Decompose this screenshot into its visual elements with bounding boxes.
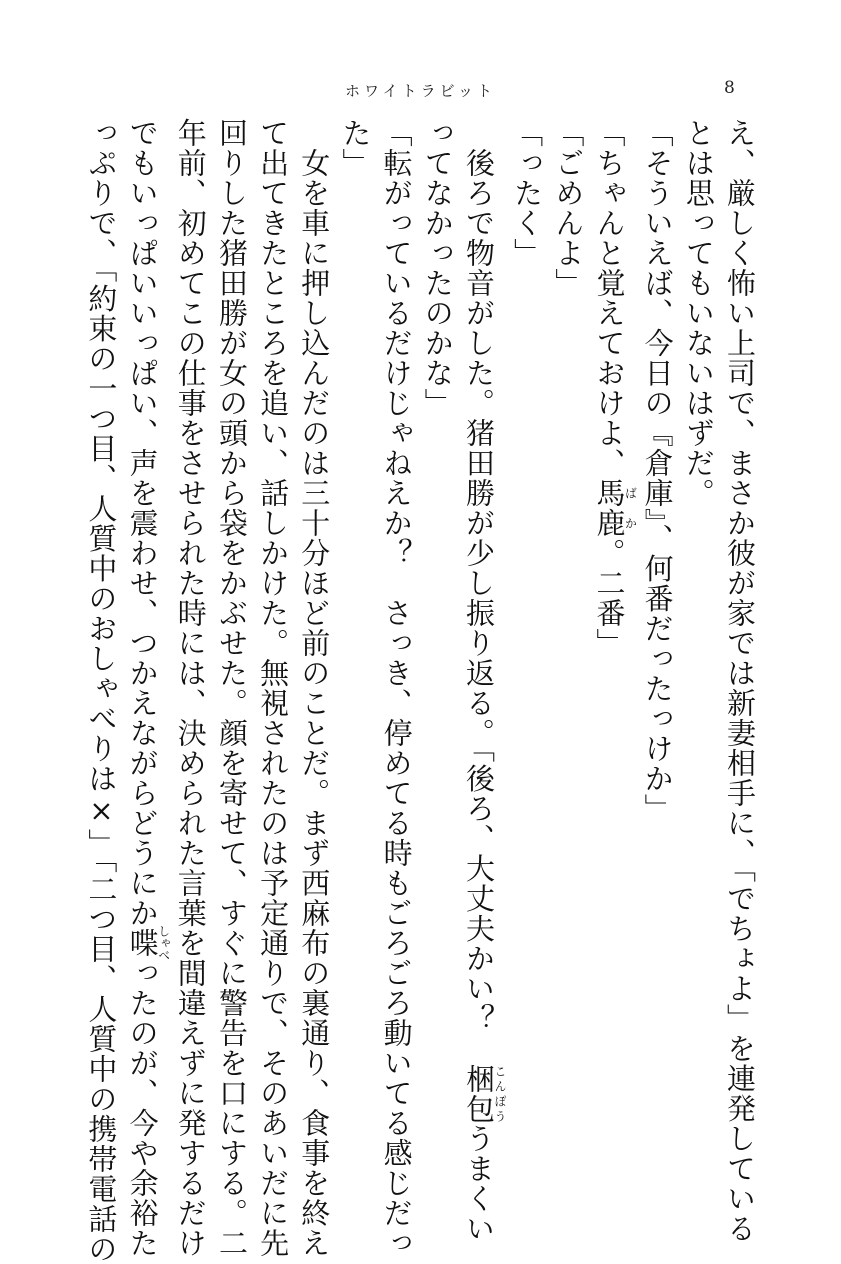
text-line [170,118,211,1258]
text-line [334,118,375,1128]
text-line [252,118,293,1258]
text-segment: 「ったく」 [510,118,545,268]
text-line [547,118,588,1128]
text-segment: ったのが、今や余裕た [125,958,160,1258]
text-line [211,118,252,1258]
text-line [417,118,458,1128]
text-segment: ってなかったのかな」 [420,118,455,418]
text-line [636,118,677,1128]
text-segment: っぷりで、「約束の一つ目、人質中のおしゃべりは×」「二つ目、人質中の携帯電話の [84,118,119,1264]
text-segment: 「そういえば、今日の『倉庫』、何番だったっけか」 [640,118,675,824]
ruby-reading: ばか [623,478,638,538]
text-line [719,118,760,1244]
text-line [375,118,416,1258]
text-segment: 年前、初めてこの仕事をさせられた時には、決められた言葉を間違えずに発するだけ [173,118,208,1258]
text-segment: た」 [338,118,373,178]
text-line [458,118,507,1244]
ruby-annotated-word: 馬鹿ばか [592,478,638,538]
text-line [506,118,547,1128]
page-number: 8 [724,78,735,98]
text-line [588,118,636,1128]
text-segment: 回りした猪田勝が女の頭から袋をかぶせた。顔を寄せて、すぐに警告を口にする。二 [214,118,249,1258]
running-head: ホワイトラビット [345,82,496,100]
text-segment: とは思ってもいないはずだ。 [681,118,716,508]
text-segment: 「転がっているだけじゃねえか？ さっき、停めてる時もごろごろ動いてる感じだっ [379,118,414,1258]
text-segment: て出てきたところを追い、話しかけた。無視されたのは予定通りで、そのあいだに先 [256,118,291,1258]
text-line [121,118,171,1258]
text-segment: 後ろで物音がした。猪田勝が少し振り返る。「後ろ、大丈夫かい？ [461,118,496,1064]
text-segment: でもいっぱいいっぱい、声を震わせ、つかえながらどうにか [125,118,160,928]
ruby-annotated-word: 喋しゃべ [125,925,171,961]
text-line [678,118,719,1128]
text-line [293,118,334,1258]
body-text [84,118,760,1264]
text-segment: え、厳しく怖い上司で、まさか彼が家では新妻相手に、「でちょよ」を連発している [723,118,757,1244]
text-segment: 。二番」 [592,538,627,658]
ruby-reading: こんぽう [492,1063,507,1124]
ruby-reading: しゃべ [156,925,171,961]
text-line [80,118,121,1264]
ruby-annotated-word: 梱包こんぽう [461,1063,507,1124]
text-segment: 「ごめんよ」 [551,118,586,298]
text-segment: 「ちゃんと覚えておけよ、 [592,118,627,478]
text-segment: 女を車に押し込んだのは三十分ほど前のことだ。まず西麻布の裏通り、食事を終え [297,118,332,1258]
text-segment: うまくい [461,1123,496,1244]
